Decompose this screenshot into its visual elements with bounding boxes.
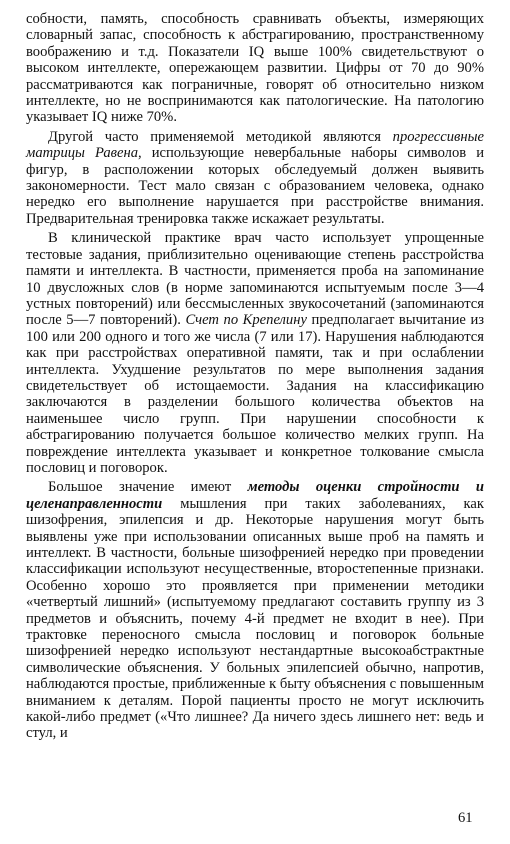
text-run: Большое значение имеют: [48, 479, 248, 496]
bold-italic-term: методы оценки стройности и целенаправленности: [26, 479, 484, 512]
text-run: собности, память, способность сравнивать объекты, измеряющих словарный запас, способность к абстрагированию, пространственному воображению и т.д. Показатели IQ выше 100% свидетельствуют о высоком интеллекте, опережающем развитии. Цифры от 70 до 90% рассматриваются как пограничные, говорят об относительно низком интеллекте, но не воспринимаются как патологические. На патологию указывает IQ ниже 70%.: [26, 11, 484, 126]
paragraph: [26, 129, 484, 227]
paragraph: [26, 230, 484, 476]
italic-term: Счет по Крепелину: [185, 312, 307, 329]
paragraph: [26, 479, 484, 742]
text-run: мышления при таких заболеваниях, как шизофрения, эпилепсия и др. Некоторые нарушения могут быть выявлены уже при использовании описанных выше проб на память и интеллект. В частности, больные шизофренией нередко при проведении классификации используют несущественные, второстепенные признаки. Особенно хорошо это проявляется при применении методики «четвертый лишний» (испытуемому предлагают составить группу из 3 предметов и объяснить, почему 4-й предмет не входит в нее). При трактовке переносного смысла пословиц и поговорок больные шизофренией нередко используют нестандартные высокоабстрактные символические объяснения. У больных эпилепсией обычно, напротив, наблюдаются простые, приближенные к быту объяснения с повышенным вниманием к деталям. Порой пациенты просто не могут исключить какой-либо предмет («Что лишнее? Да ничего здесь лишнего нет: ведь и стул, и: [26, 495, 484, 742]
page-number: 61: [458, 810, 473, 826]
text-run: Другой часто применяемой методикой являются: [48, 128, 393, 145]
body-text: [26, 11, 484, 742]
italic-term: прогрессивные матрицы Равена: [26, 128, 484, 162]
text-run: , использующие невербальные наборы символов и фигур, в расположении которых обследуемый должен выявить закономерности. Тест мало связан с образованием человека, однако нередко его выполнение нарушается при расстройстве внимания. Предварительная тренировка также искажает результаты.: [26, 145, 485, 227]
text-run: предполагает вычитание из 100 или 200 одного и того же числа (7 или 17). Нарушения наблюдаются как при расстройствах оперативной памяти, так и при ослаблении интеллекта. Ухудшение результатов по мере выполнения задания свидетельствует об истощаемости. Задания на классификацию заключаются в разделении большого количества объектов на наименьшее число групп. При нарушении способности к абстрагированию получается большое количество мелких групп. На повреждение интеллекта указывает и конкретное толкование смысла пословиц и поговорок.: [26, 312, 485, 476]
text-run: В клинической практике врач часто использует упрощенные тестовые задания, приблизительно оценивающие степень расстройства памяти и интеллекта. В частности, применяется проба на запоминание 10 двусложных слов (в норме запоминаются испытуемым после 3—4 устных повторений) или бессмысленных звукосочетаний (запоминаются после 5—7 повторений).: [26, 230, 484, 329]
paragraph: [26, 11, 484, 126]
